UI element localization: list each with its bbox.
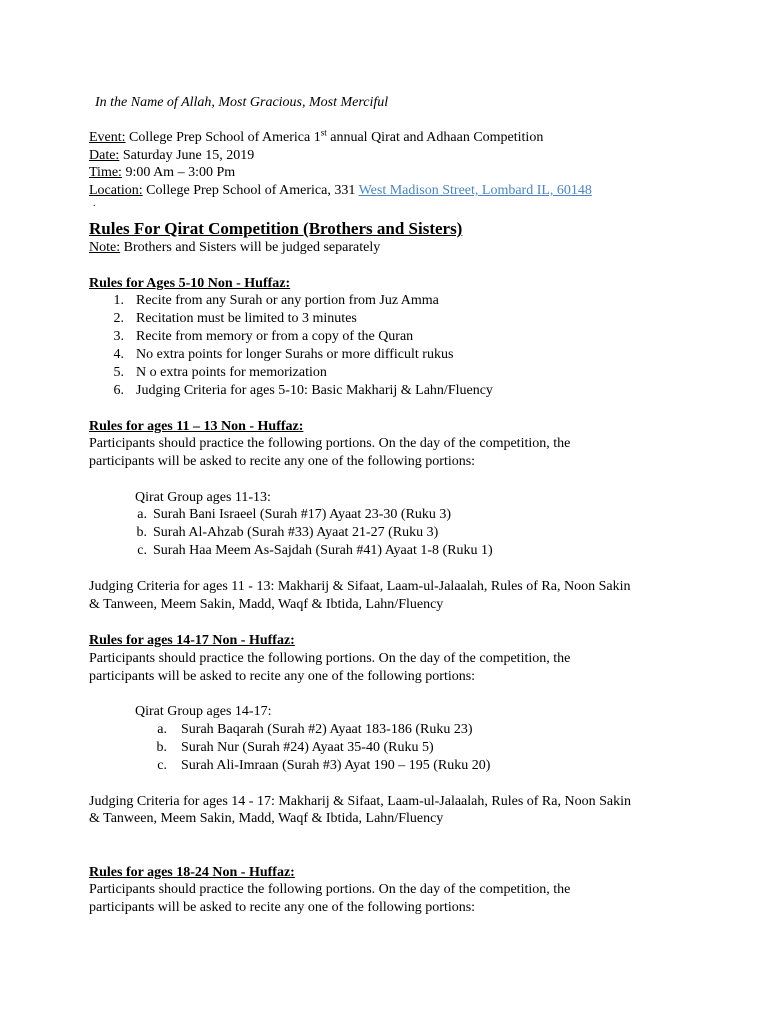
note-line — [89, 239, 380, 257]
section1-list-item-text: Recite from any Surah or any portion from Juz Amma — [136, 293, 439, 308]
section3-list-item-text: Surah Ali-Imraan (Surah #3) Ayat 190 – 195 (Ruku 20) — [181, 758, 491, 773]
section3-group-label: Qirat Group ages 14-17: — [135, 704, 272, 719]
time-line — [89, 164, 235, 182]
time-value: 9:00 Am – 3:00 Pm — [125, 165, 236, 180]
event-text: College Prep School of America 1st annual Qirat and Adhaan Competition — [129, 127, 544, 145]
date-value: Saturday June 15, 2019 — [122, 148, 255, 163]
section1-list-item-number: 6. — [113, 383, 124, 398]
location-label: Location: — [89, 183, 143, 198]
section2-list-item-number: a. — [137, 507, 147, 522]
section3-list-item-text: Surah Nur (Surah #24) Ayaat 35-40 (Ruku 5) — [181, 740, 434, 755]
section2-list-item-number: c. — [137, 543, 147, 558]
location-value: College Prep School of America, 331 — [146, 183, 356, 198]
location-address-link[interactable]: West Madison Street, Lombard IL, 60148 — [358, 183, 592, 198]
section1-list-item-number: 3. — [113, 329, 124, 344]
section3-intro-line1: Participants should practice the following portions. On the day of the competition, the — [89, 651, 571, 666]
event-label: Event: — [89, 130, 126, 145]
section2-intro-line1: Participants should practice the following portions. On the day of the competition, the — [89, 436, 571, 451]
location-line — [89, 182, 592, 200]
note-label: Note: — [89, 240, 121, 255]
section2-list-item-text: Surah Al-Ahzab (Surah #33) Ayaat 21-27 (Ruku 3) — [153, 525, 439, 540]
section1-list-item-number: 1. — [113, 293, 124, 308]
section3-list-item-number: a. — [157, 722, 167, 737]
section2-heading: Rules for ages 11 – 13 Non - Huffaz: — [89, 419, 304, 434]
section1-list-item-number: 5. — [113, 365, 124, 380]
section2-list-item-number: b. — [136, 525, 147, 540]
section2-list-item-text: Surah Bani Israeel (Surah #17) Ayaat 23-30 (Ruku 3) — [153, 507, 452, 522]
note-text: Brothers and Sisters will be judged separately — [123, 240, 381, 255]
section2-criteria-line2: & Tanween, Meem Sakin, Madd, Waqf & Ibtida, Lahn/Fluency — [89, 597, 444, 612]
section3-criteria-line1: Judging Criteria for ages 14 - 17: Makharij & Sifaat, Laam-ul-Jalaalah, Rules of Ra, Noon Sakin — [89, 794, 631, 809]
section1-list-item-text: N o extra points for memorization — [136, 365, 327, 380]
time-label: Time: — [89, 165, 122, 180]
section3-intro-line2: participants will be asked to recite any one of the following portions: — [89, 669, 476, 684]
section3-criteria-line2: & Tanween, Meem Sakin, Madd, Waqf & Ibtida, Lahn/Fluency — [89, 811, 444, 826]
section3-list-item-text: Surah Baqarah (Surah #2) Ayaat 183-186 (Ruku 23) — [181, 722, 473, 737]
section2-intro-line2: participants will be asked to recite any one of the following portions: — [89, 454, 476, 469]
date-label: Date: — [89, 148, 120, 163]
section4-intro-line2: participants will be asked to recite any one of the following portions: — [89, 900, 476, 915]
stray-dot: . — [93, 198, 96, 209]
section3-heading: Rules for ages 14-17 Non - Huffaz: — [89, 633, 295, 648]
rules-title: Rules For Qirat Competition (Brothers and Sisters) — [89, 219, 463, 238]
section1-list-item-number: 4. — [113, 347, 124, 362]
section1-list-item-text: Judging Criteria for ages 5-10: Basic Makharij & Lahn/Fluency — [136, 383, 493, 398]
bismillah-line: In the Name of Allah, Most Gracious, Most Merciful — [95, 95, 389, 110]
section1-list-item-text: Recitation must be limited to 3 minutes — [136, 311, 357, 326]
section2-group-label: Qirat Group ages 11-13: — [135, 490, 271, 505]
section1-list-item-number: 2. — [113, 311, 124, 326]
section3-list-item-number: b. — [156, 740, 167, 755]
date-line — [89, 147, 254, 165]
section1-list-item-text: Recite from memory or from a copy of the Quran — [136, 329, 414, 344]
section4-intro-line1: Participants should practice the following portions. On the day of the competition, the — [89, 882, 571, 897]
section3-list-item-number: c. — [157, 758, 167, 773]
section4-heading: Rules for ages 18-24 Non - Huffaz: — [89, 865, 295, 880]
section1-list-item-text: No extra points for longer Surahs or more difficult rukus — [136, 347, 454, 362]
event-line — [89, 129, 543, 147]
section2-criteria-line1: Judging Criteria for ages 11 - 13: Makharij & Sifaat, Laam-ul-Jalaalah, Rules of Ra, Noon Sakin — [89, 579, 631, 594]
section1-heading: Rules for Ages 5-10 Non - Huffaz: — [89, 276, 291, 291]
section2-list-item-text: Surah Haa Meem As-Sajdah (Surah #41) Ayaat 1-8 (Ruku 1) — [153, 543, 493, 558]
